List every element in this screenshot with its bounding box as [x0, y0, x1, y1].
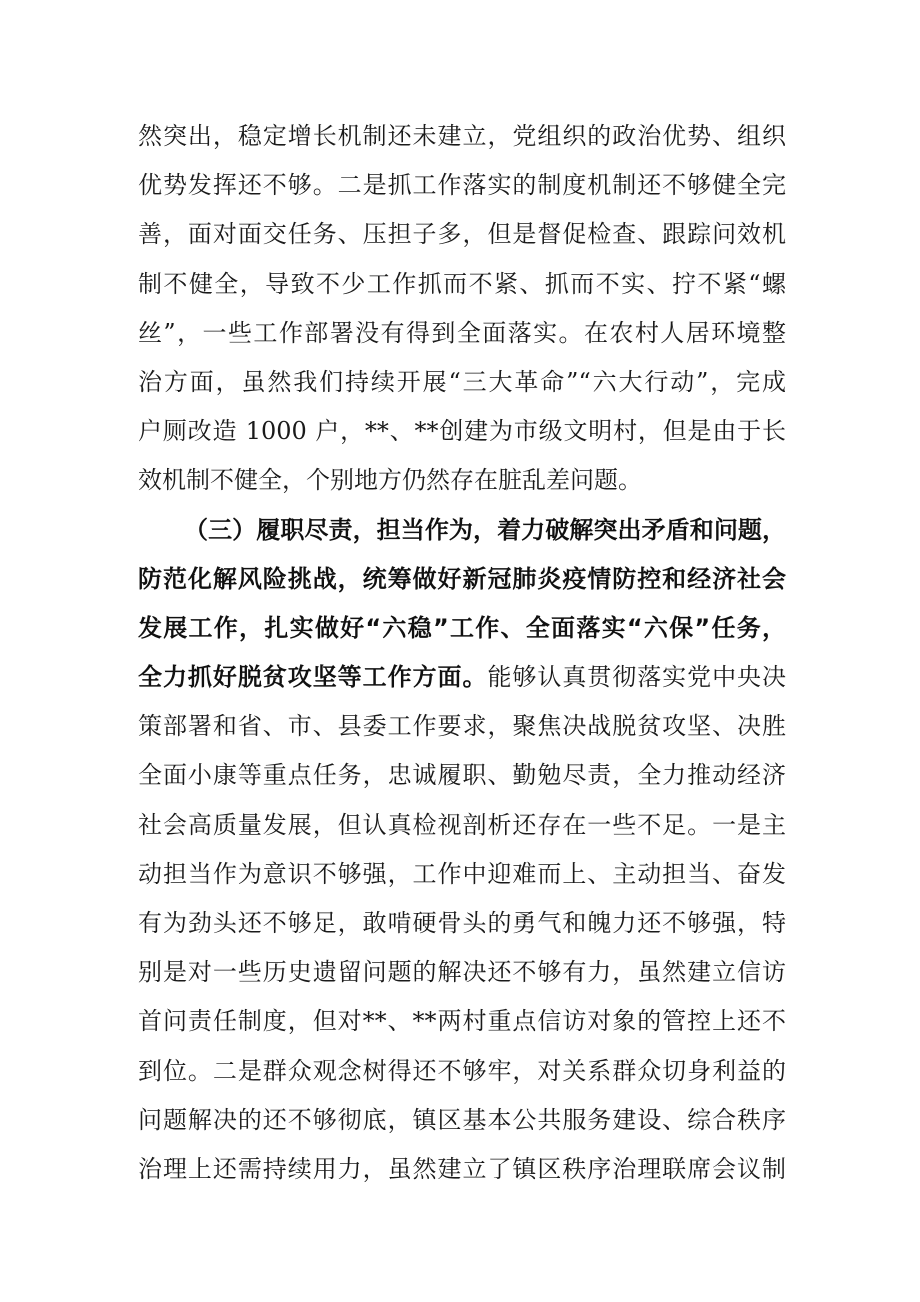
paragraph-line	[138, 112, 786, 161]
paragraph-line	[138, 751, 786, 800]
paragraph-line	[138, 161, 786, 210]
paragraph-line	[138, 260, 786, 309]
line-text: 首问责任制度，但对**、**两村重点信访对象的管控上还不	[138, 1007, 786, 1036]
line-text: 有为劲头还不够足，敢啃硬骨头的勇气和魄力还不够强，特	[138, 909, 786, 937]
line-text: 问题解决的还不够彻底，镇区基本公共服务建设、综合秩序	[138, 1105, 786, 1134]
document-body	[138, 112, 786, 1194]
line-text: 全面小康等重点任务，忠诚履职、勤勉尽责，全力推动经济	[138, 761, 786, 790]
line-text: 治方面，虽然我们持续开展“三大革命”“六大行动”，完成	[138, 367, 786, 396]
paragraph-line	[138, 358, 786, 407]
line-text: 效机制不健全，个别地方仍然存在脏乱差问题。	[138, 466, 642, 495]
line-text: 然突出，稳定增长机制还未建立，党组织的政治优势、组织	[138, 122, 786, 150]
paragraph-line	[138, 653, 786, 702]
line-text: 治理上还需持续用力，虽然建立了镇区秩序治理联席会议制	[138, 1154, 786, 1183]
section-heading-text: 发展工作，扎实做好“六稳”工作、全面落实“六保”任务，	[138, 613, 786, 642]
line-text: 能够认真贯彻落实党中央决	[487, 663, 787, 692]
section-heading-text: 防范化解风险挑战，统筹做好新冠肺炎疫情防控和经济社会	[138, 564, 786, 593]
line-text: 善，面对面交任务、压担子多，但是督促检查、跟踪问效机	[138, 220, 786, 249]
line-text: 别是对一些历史遗留问题的解决还不够有力，虽然建立信访	[138, 958, 786, 987]
paragraph-line	[138, 1145, 786, 1194]
paragraph-line	[138, 309, 786, 358]
line-text: 户厕改造 1000 户，**、**创建为市级文明村，但是由于长	[138, 417, 786, 446]
section-heading-line	[138, 604, 786, 653]
paragraph-line	[138, 1047, 786, 1096]
paragraph-line	[138, 997, 786, 1046]
line-text: 丝”，一些工作部署没有得到全面落实。在农村人居环境整	[138, 318, 786, 347]
section-heading-line	[138, 506, 786, 555]
line-text: 动担当作为意识不够强，工作中迎难而上、主动担当、奋发	[138, 859, 786, 888]
section-heading-text: （三）履职尽责，担当作为，着力破解突出矛盾和问题，	[184, 515, 786, 544]
paragraph-line	[138, 948, 786, 997]
paragraph-line	[138, 702, 786, 751]
paragraph-line	[138, 1096, 786, 1145]
paragraph-line	[138, 407, 786, 456]
paragraph-line	[138, 456, 786, 505]
section-heading-text: 全力抓好脱贫攻坚等工作方面。	[138, 663, 488, 692]
paragraph-line	[138, 850, 786, 899]
line-text: 优势发挥还不够。二是抓工作落实的制度机制还不够健全完	[138, 171, 786, 200]
line-text: 策部署和省、市、县委工作要求，聚焦决战脱贫攻坚、决胜	[138, 712, 786, 741]
section-heading-line	[138, 555, 786, 604]
line-text: 制不健全，导致不少工作抓而不紧、抓而不实、拧不紧“螺	[138, 269, 786, 298]
paragraph-line	[138, 801, 786, 850]
paragraph-line	[138, 210, 786, 259]
line-text: 到位。二是群众观念树得还不够牢，对关系群众切身利益的	[138, 1056, 786, 1085]
paragraph-line	[138, 899, 786, 948]
line-text: 社会高质量发展，但认真检视剖析还存在一些不足。一是主	[138, 810, 786, 839]
